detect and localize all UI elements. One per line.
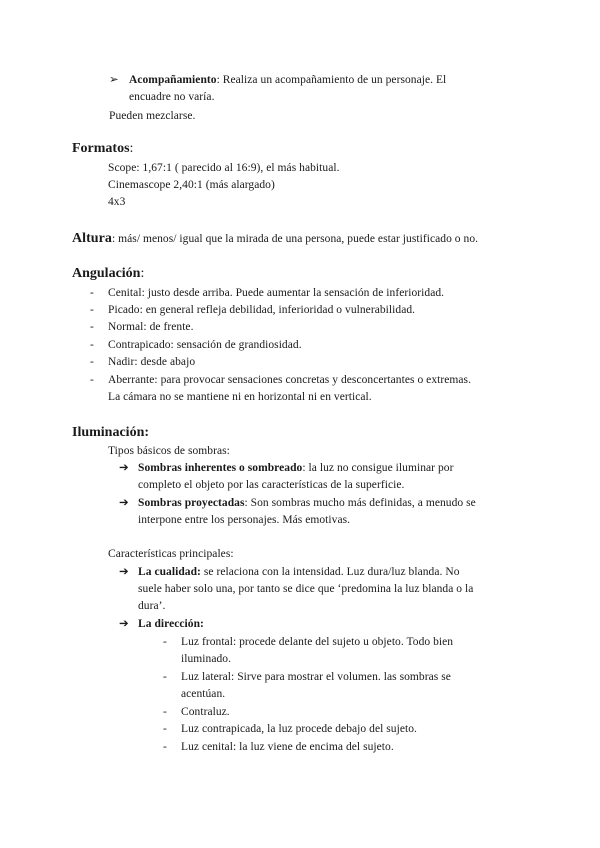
dash-bullet: - [90,356,94,368]
iluminacion-title: Iluminación: [72,425,150,440]
dash-bullet: - [90,374,94,386]
dash-bullet: - [90,339,94,351]
cualidad-text: se relaciona con la intensidad. Luz dura/luz blanda. No [200,566,460,578]
acompanamiento-text: : Realiza un acompañamiento de un personaje. El [216,74,447,86]
formato-item: Scope: 1,67:1 ( parecido al 16:9), el más habitual. [108,162,340,174]
inherentes-label: Sombras inherentes o sombreado [138,462,303,474]
dash-bullet: - [163,741,167,753]
proyectadas-item [138,495,476,512]
direccion-item [138,616,204,633]
angulacion-item: Picado: en general refleja debilidad, inferioridad o vulnerabilidad. [108,304,416,316]
formatos-heading [72,140,133,158]
formato-item: 4x3 [108,196,126,208]
inherentes-text: : la luz no consigue iluminar por [302,462,454,474]
dash-bullet: - [90,304,94,316]
inherentes-item [138,460,453,477]
angulacion-title: Angulación [72,266,141,281]
arrow-bullet-icon: ➔ [119,618,129,630]
dash-bullet: - [90,287,94,299]
angulacion-item: Cenital: justo desde arriba. Puede aumentar la sensación de inferioridad. [108,287,445,299]
arrow-bullet-icon: ➔ [119,566,129,578]
altura-title: Altura [72,231,112,246]
angulacion-item-cont: La cámara no se mantiene ni en horizontal ni en vertical. [108,391,372,403]
iluminacion-heading [72,424,149,442]
direccion-subitem: Contraluz. [181,706,230,718]
arrow-bullet-icon: ➔ [119,462,129,474]
formatos-title: Formatos [72,141,130,156]
proyectadas-label: Sombras proyectadas [138,497,245,509]
direccion-subitem-cont: iluminado. [181,653,232,665]
arrowhead-bullet-icon: ➢ [109,74,119,86]
altura-text: : más/ menos/ igual que la mirada de una persona, puede estar justificado o no. [111,233,479,245]
dash-bullet: - [163,636,167,648]
arrow-bullet-icon: ➔ [119,497,129,509]
tipos-intro: Tipos básicos de sombras: [108,445,230,457]
formato-item: Cinemascope 2,40:1 (más alargado) [108,179,275,191]
mezclarse-line: Pueden mezclarse. [109,110,196,122]
altura-line [72,230,478,248]
direccion-subitem: Luz lateral: Sirve para mostrar el volumen. las sombras se [181,671,451,683]
angulacion-item: Normal: de frente. [108,321,194,333]
angulacion-colon: : [140,266,145,281]
direccion-subitem: Luz cenital: la luz viene de encima del sujeto. [181,741,394,753]
angulacion-heading [72,265,144,283]
formatos-colon: : [129,141,134,156]
acompanamiento-item [129,72,446,89]
caracteristicas-intro: Características principales: [108,548,234,560]
angulacion-item: Aberrante: para provocar sensaciones concretas y desconcertantes o extremas. [108,374,472,386]
direccion-subitem: Luz frontal: procede delante del sujeto u objeto. Todo bien [181,636,454,648]
cualidad-text-cont: dura’. [138,600,166,612]
angulacion-item: Nadir: desde abajo [108,356,196,368]
dash-bullet: - [163,671,167,683]
dash-bullet: - [163,723,167,735]
inherentes-text-cont: completo el objeto por las características de la superficie. [138,479,405,491]
direccion-subitem: Luz contrapicada, la luz procede debajo del sujeto. [181,723,417,735]
cualidad-item [138,564,460,581]
cualidad-text-cont: suele haber solo una, por tanto se dice que ‘predomina la luz blanda o la [138,583,474,595]
dash-bullet: - [90,321,94,333]
direccion-label: La dirección: [138,618,204,630]
proyectadas-text-cont: interpone entre los personajes. Más emotivas. [138,514,351,526]
direccion-subitem-cont: acentúan. [181,688,226,700]
acompanamiento-label: Acompañamiento [129,74,217,86]
angulacion-item: Contrapicado: sensación de grandiosidad. [108,339,302,351]
acompanamiento-text-cont: encuadre no varía. [129,91,215,103]
proyectadas-text: : Son sombras mucho más definidas, a menudo se [244,497,476,509]
cualidad-label: La cualidad: [138,566,201,578]
dash-bullet: - [163,706,167,718]
